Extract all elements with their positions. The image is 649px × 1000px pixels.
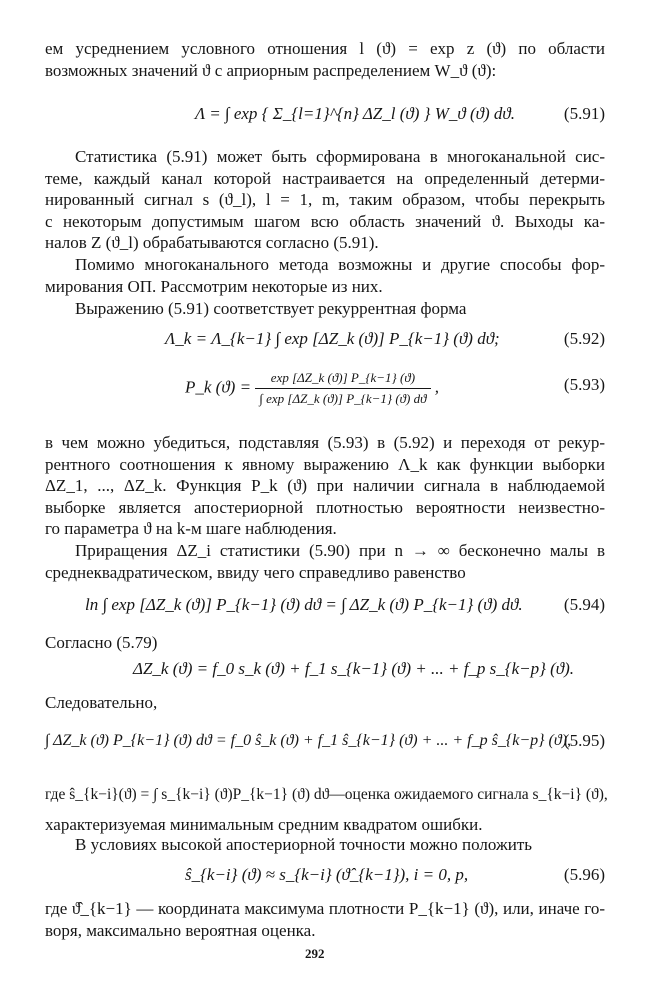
- text-line: где ϑ̂_{k−1} — координата максимума плотности P_{k−1} (ϑ), или, иначе го-: [45, 899, 605, 918]
- equation-label: (5.94): [563, 595, 605, 614]
- text-line: ем усреднением условного отношения l (ϑ) = exp z (ϑ) по области: [45, 39, 605, 58]
- where-paragraph: [45, 784, 608, 835]
- equation-lhs: P_k (ϑ) =: [185, 377, 252, 397]
- text-line: го параметра ϑ на k-м шаге наблюдения.: [45, 519, 337, 539]
- page-number: 292: [305, 946, 325, 961]
- text-line: характеризуемая минимальным средним квадратом ошибки.: [45, 814, 483, 834]
- equation-body: ΔZ_k (ϑ) = f_0 s_k (ϑ) + f_1 s_{k−1} (ϑ) + ... + f_p s_{k−p} (ϑ).: [133, 659, 575, 678]
- fraction-denominator: ∫ exp [ΔZ_k (ϑ)] P_{k−1} (ϑ) dϑ: [259, 391, 427, 406]
- text-line: в чем можно убедиться, подставляя (5.93) в (5.92) и переходя от рекур-: [45, 433, 605, 452]
- equation-label: (5.93): [563, 375, 605, 394]
- intro-paragraph: [45, 38, 605, 81]
- equation-5-79-expansion: [45, 654, 605, 684]
- equation-fraction: [255, 370, 430, 407]
- text-line: Согласно (5.79): [45, 633, 158, 652]
- equation-5-96: [45, 858, 605, 892]
- equation-5-93: [45, 366, 605, 420]
- text-line: рентного соотношения к явному выражению Λ_k как функции выборки: [45, 454, 605, 474]
- statistics-paragraph: [45, 146, 605, 254]
- text-line: теме, каждый канал которой настраивается на определенный детерми-: [45, 168, 605, 188]
- equation-label: (5.96): [563, 865, 605, 884]
- text-line: воря, максимально вероятная оценка.: [45, 920, 316, 940]
- equation-5-95: [45, 724, 605, 764]
- text-line: Статистика (5.91) может быть сформирована в многоканальной сис-: [75, 147, 605, 166]
- text-line: Выражению (5.91) соответствует рекуррентная форма: [75, 299, 467, 318]
- increments-paragraph: [45, 540, 605, 583]
- equation-label: (5.95): [563, 731, 605, 750]
- equation-label: (5.92): [563, 329, 605, 348]
- text-line: Приращения ΔZ_i статистики (5.90) при n → ∞ бесконечно малы в: [75, 541, 605, 560]
- text-line: возможных значений ϑ с априорным распределением W_ϑ (ϑ):: [45, 60, 497, 80]
- fraction-numerator: exp [ΔZ_k (ϑ)] P_{k−1} (ϑ): [255, 370, 430, 389]
- equation-body: ŝ_{k−i} (ϑ) ≈ s_{k−i} (ϑ̂_{k−1}), i = 0, p,: [185, 865, 469, 884]
- according-line: [45, 632, 605, 654]
- recurrent-paragraph: [45, 298, 605, 320]
- final-paragraph: [45, 898, 605, 941]
- equation-5-91: [45, 97, 605, 137]
- equation-body: [185, 370, 439, 407]
- text-line: мирования ОП. Рассмотрим некоторые из них.: [45, 276, 383, 296]
- text-line: выборке является апостериорной плотностью вероятности неизвестно-: [45, 497, 605, 517]
- equation-body: ln ∫ exp [ΔZ_k (ϑ)] P_{k−1} (ϑ) dϑ = ∫ ΔZ_k (ϑ) P_{k−1} (ϑ) dϑ.: [85, 595, 523, 614]
- text-line: Следовательно,: [45, 693, 158, 712]
- equation-body: ∫ ΔZ_k (ϑ) P_{k−1} (ϑ) dϑ = f_0 ŝ_k (ϑ) + f_1 ŝ_{k−1} (ϑ) + ... + f_p ŝ_{k−p} (ϑ),: [45, 732, 572, 749]
- equation-label: (5.91): [563, 104, 605, 123]
- text-line: налов Z (ϑ_l) обрабатываются согласно (5.91).: [45, 233, 379, 253]
- conditions-paragraph: [45, 834, 605, 856]
- equation-tail: ,: [434, 377, 440, 397]
- text-line: с некоторым допустимым шагом всю область значений ϑ. Выходы ка-: [45, 211, 605, 231]
- equation-5-92: [45, 318, 605, 362]
- text-line: В условиях высокой апостериорной точности можно положить: [75, 835, 532, 854]
- verification-paragraph: [45, 432, 605, 540]
- text-line: ΔZ_1, ..., ΔZ_k. Функция P_k (ϑ) при наличии сигнала в наблюдаемой: [45, 476, 605, 496]
- equation-body: Λ_k = Λ_{k−1} ∫ exp [ΔZ_k (ϑ)] P_{k−1} (ϑ) dϑ;: [165, 329, 500, 348]
- other-methods-paragraph: [45, 254, 605, 297]
- text-line: нированный сигнал s (ϑ_l), l = 1, m, таким образом, чтобы перекрыть: [45, 190, 605, 210]
- text-line: где ŝ_{k−i}(ϑ) = ∫ s_{k−i} (ϑ)P_{k−1} (ϑ) dϑ—оценка ожидаемого сигнала s_{k−i} (ϑ),: [45, 786, 608, 803]
- hence-line: [45, 692, 605, 714]
- text-line: Помимо многоканального метода возможны и другие способы фор-: [75, 255, 605, 274]
- equation-body: Λ = ∫ exp { Σ_{l=1}^{n} ΔZ_l (ϑ) } W_ϑ (ϑ) dϑ.: [195, 104, 515, 123]
- equation-5-94: [45, 588, 605, 624]
- text-line: среднеквадратическом, ввиду чего справедливо равенство: [45, 562, 466, 582]
